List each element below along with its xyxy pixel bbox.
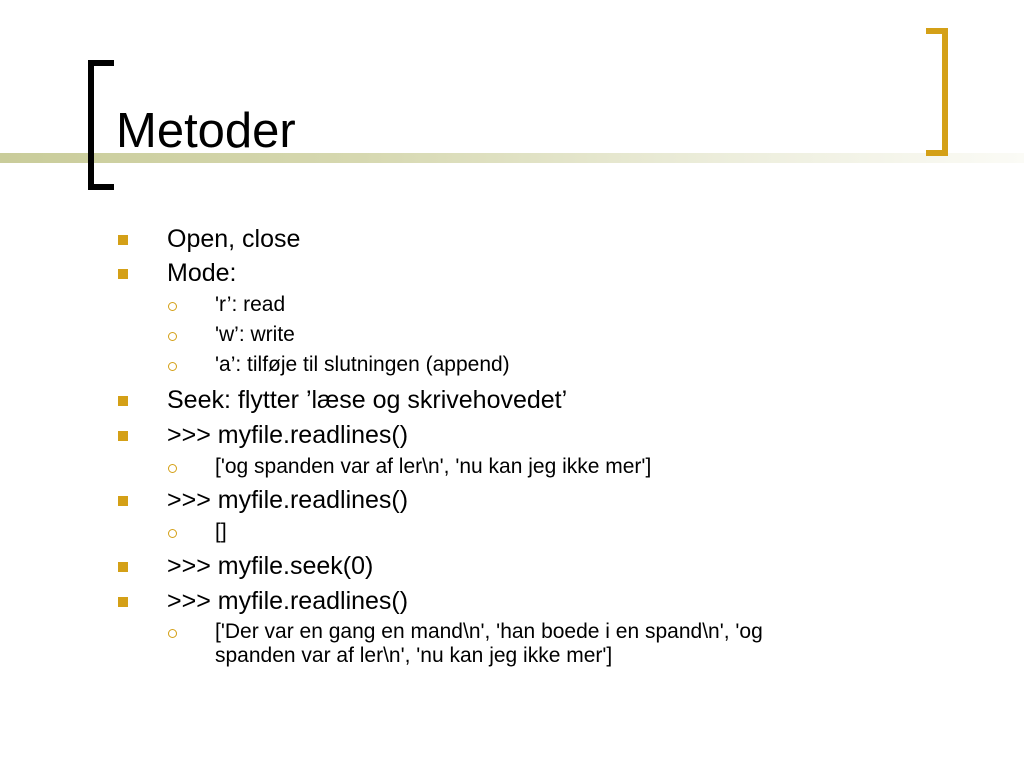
bullet-seek-0: >>> myfile.seek(0) [167, 552, 374, 580]
square-bullet-icon [118, 597, 128, 607]
slide-title: Metoder [116, 104, 296, 158]
circle-bullet-icon [168, 362, 177, 371]
circle-bullet-icon [168, 464, 177, 473]
sub-bullet-readlines-2-result: [] [215, 520, 227, 543]
square-bullet-icon [118, 396, 128, 406]
bullet-seek: Seek: flytter ’læse og skrivehovedet’ [167, 386, 568, 414]
bullet-readlines-2: >>> myfile.readlines() [167, 486, 409, 514]
bullet-open-close: Open, close [167, 225, 301, 253]
circle-bullet-icon [168, 529, 177, 538]
circle-bullet-icon [168, 302, 177, 311]
sub-bullet-readlines-3-result-line-2: spanden var af ler\n', 'nu kan jeg ikke mer'] [215, 644, 613, 667]
circle-bullet-icon [168, 332, 177, 341]
sub-bullet-append: 'a’: tilføje til slutningen (append) [215, 353, 510, 376]
square-bullet-icon [118, 562, 128, 572]
square-bullet-icon [118, 496, 128, 506]
square-bullet-icon [118, 431, 128, 441]
sub-bullet-readlines-3-result-line-1: ['Der var en gang en mand\n', 'han boede i en spand\n', 'og [215, 620, 763, 643]
sub-bullet-readlines-1-result: ['og spanden var af ler\n', 'nu kan jeg ikke mer'] [215, 455, 652, 478]
bullet-readlines-3: >>> myfile.readlines() [167, 587, 409, 615]
square-bullet-icon [118, 269, 128, 279]
sub-bullet-read: 'r’: read [215, 293, 286, 316]
bullet-readlines-1: >>> myfile.readlines() [167, 421, 409, 449]
square-bullet-icon [118, 235, 128, 245]
right-bracket-decoration [926, 28, 948, 156]
left-bracket-decoration [88, 60, 114, 190]
bullet-mode: Mode: [167, 259, 237, 287]
circle-bullet-icon [168, 629, 177, 638]
sub-bullet-write: 'w’: write [215, 323, 295, 346]
